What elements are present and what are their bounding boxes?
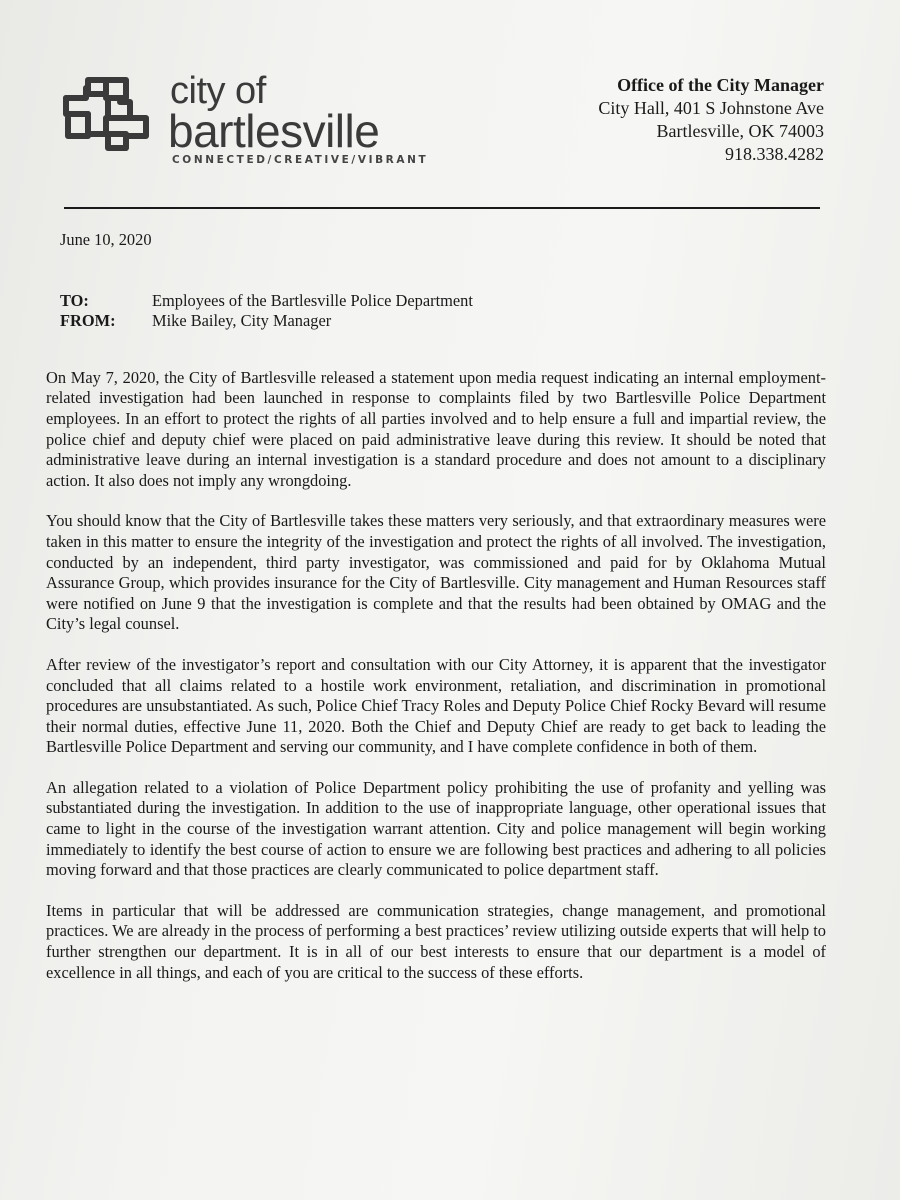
paragraph: On May 7, 2020, the City of Bartlesville released a statement upon media request indicating an internal employment-related investigation had been launched in response to complaints filed by two Bartlesville Police Department employees. In an effort to protect the rights of all parties involved and to help ensure a full and impartial review, the police chief and deputy chief were placed on paid administrative leave during this review. It should be noted that administrative leave during an internal investigation is a standard procedure and does not amount to a disciplinary action. It also does not imply any wrongdoing.	[46, 367, 826, 490]
office-phone: 918.338.4282	[725, 144, 824, 164]
city-logo	[58, 70, 438, 170]
memo-from-label: FROM:	[60, 311, 116, 331]
office-address-block	[598, 74, 824, 166]
memo-to-row	[60, 291, 826, 312]
memo-date: June 10, 2020	[60, 230, 152, 249]
memo-body	[46, 228, 826, 983]
memo-from-value: Mike Bailey, City Manager	[152, 311, 332, 331]
office-address-line2: Bartlesville, OK 74003	[656, 121, 824, 141]
city-knot-logo-icon	[58, 74, 156, 154]
memo-to-label: TO:	[60, 290, 89, 310]
memo-header	[60, 291, 826, 332]
memo-paragraphs	[46, 368, 826, 983]
paragraph: An allegation related to a violation of Police Department policy prohibiting the use of profanity and yelling was substantiated during the investigation. In addition to the use of inappropriate language, other operational issues that came to light in the course of the investigation warrant attention. City and police management will begin working immediately to identify the best course of action to ensure we are following best practices and adhering to all policies moving forward and that those practices are clearly communicated to police department staff.	[46, 777, 826, 880]
memo-from-row	[60, 311, 826, 332]
logo-word-city-of: city of	[170, 70, 266, 112]
office-name: Office of the City Manager	[617, 75, 824, 95]
logo-word-bartlesville: bartlesville	[168, 105, 380, 157]
logo-tagline: CONNECTED/CREATIVE/VIBRANT	[172, 154, 429, 166]
memo-to-value: Employees of the Bartlesville Police Department	[152, 290, 473, 310]
office-address-line1: City Hall, 401 S Johnstone Ave	[598, 98, 824, 118]
paragraph: Items in particular that will be addressed are communication strategies, change management, and promotional practices. We are already in the process of performing a best practices’ review utilizing outside experts that will help to further strengthen our department. It is in all of our best interests to ensure that our department is a model of excellence in all things, and each of you are critical to the success of these efforts.	[46, 900, 826, 982]
paragraph: After review of the investigator’s report and consultation with our City Attorney, it is apparent that the investigator concluded that all claims related to a hostile work environment, retaliation, and discrimination in promotional procedures are unsubstantiated. As such, Police Chief Tracy Roles and Deputy Police Chief Rocky Bevard will resume their normal duties, effective June 11, 2020. Both the Chief and Deputy Chief are ready to get back to leading the Bartlesville Police Department and serving our community, and I have complete confidence in both of them.	[46, 654, 826, 757]
paragraph: You should know that the City of Bartlesville takes these matters very seriously, and that extraordinary measures were taken in this matter to ensure the integrity of the investigation and protect the rights of all involved. The investigation, conducted by an independent, third party investigator, was commissioned and paid for by Oklahoma Mutual Assurance Group, which provides insurance for the City of Bartlesville. City management and Human Resources staff were notified on June 9 that the investigation is complete and that the results had been obtained by OMAG and the City’s legal counsel.	[46, 511, 826, 634]
header-divider	[64, 207, 820, 209]
